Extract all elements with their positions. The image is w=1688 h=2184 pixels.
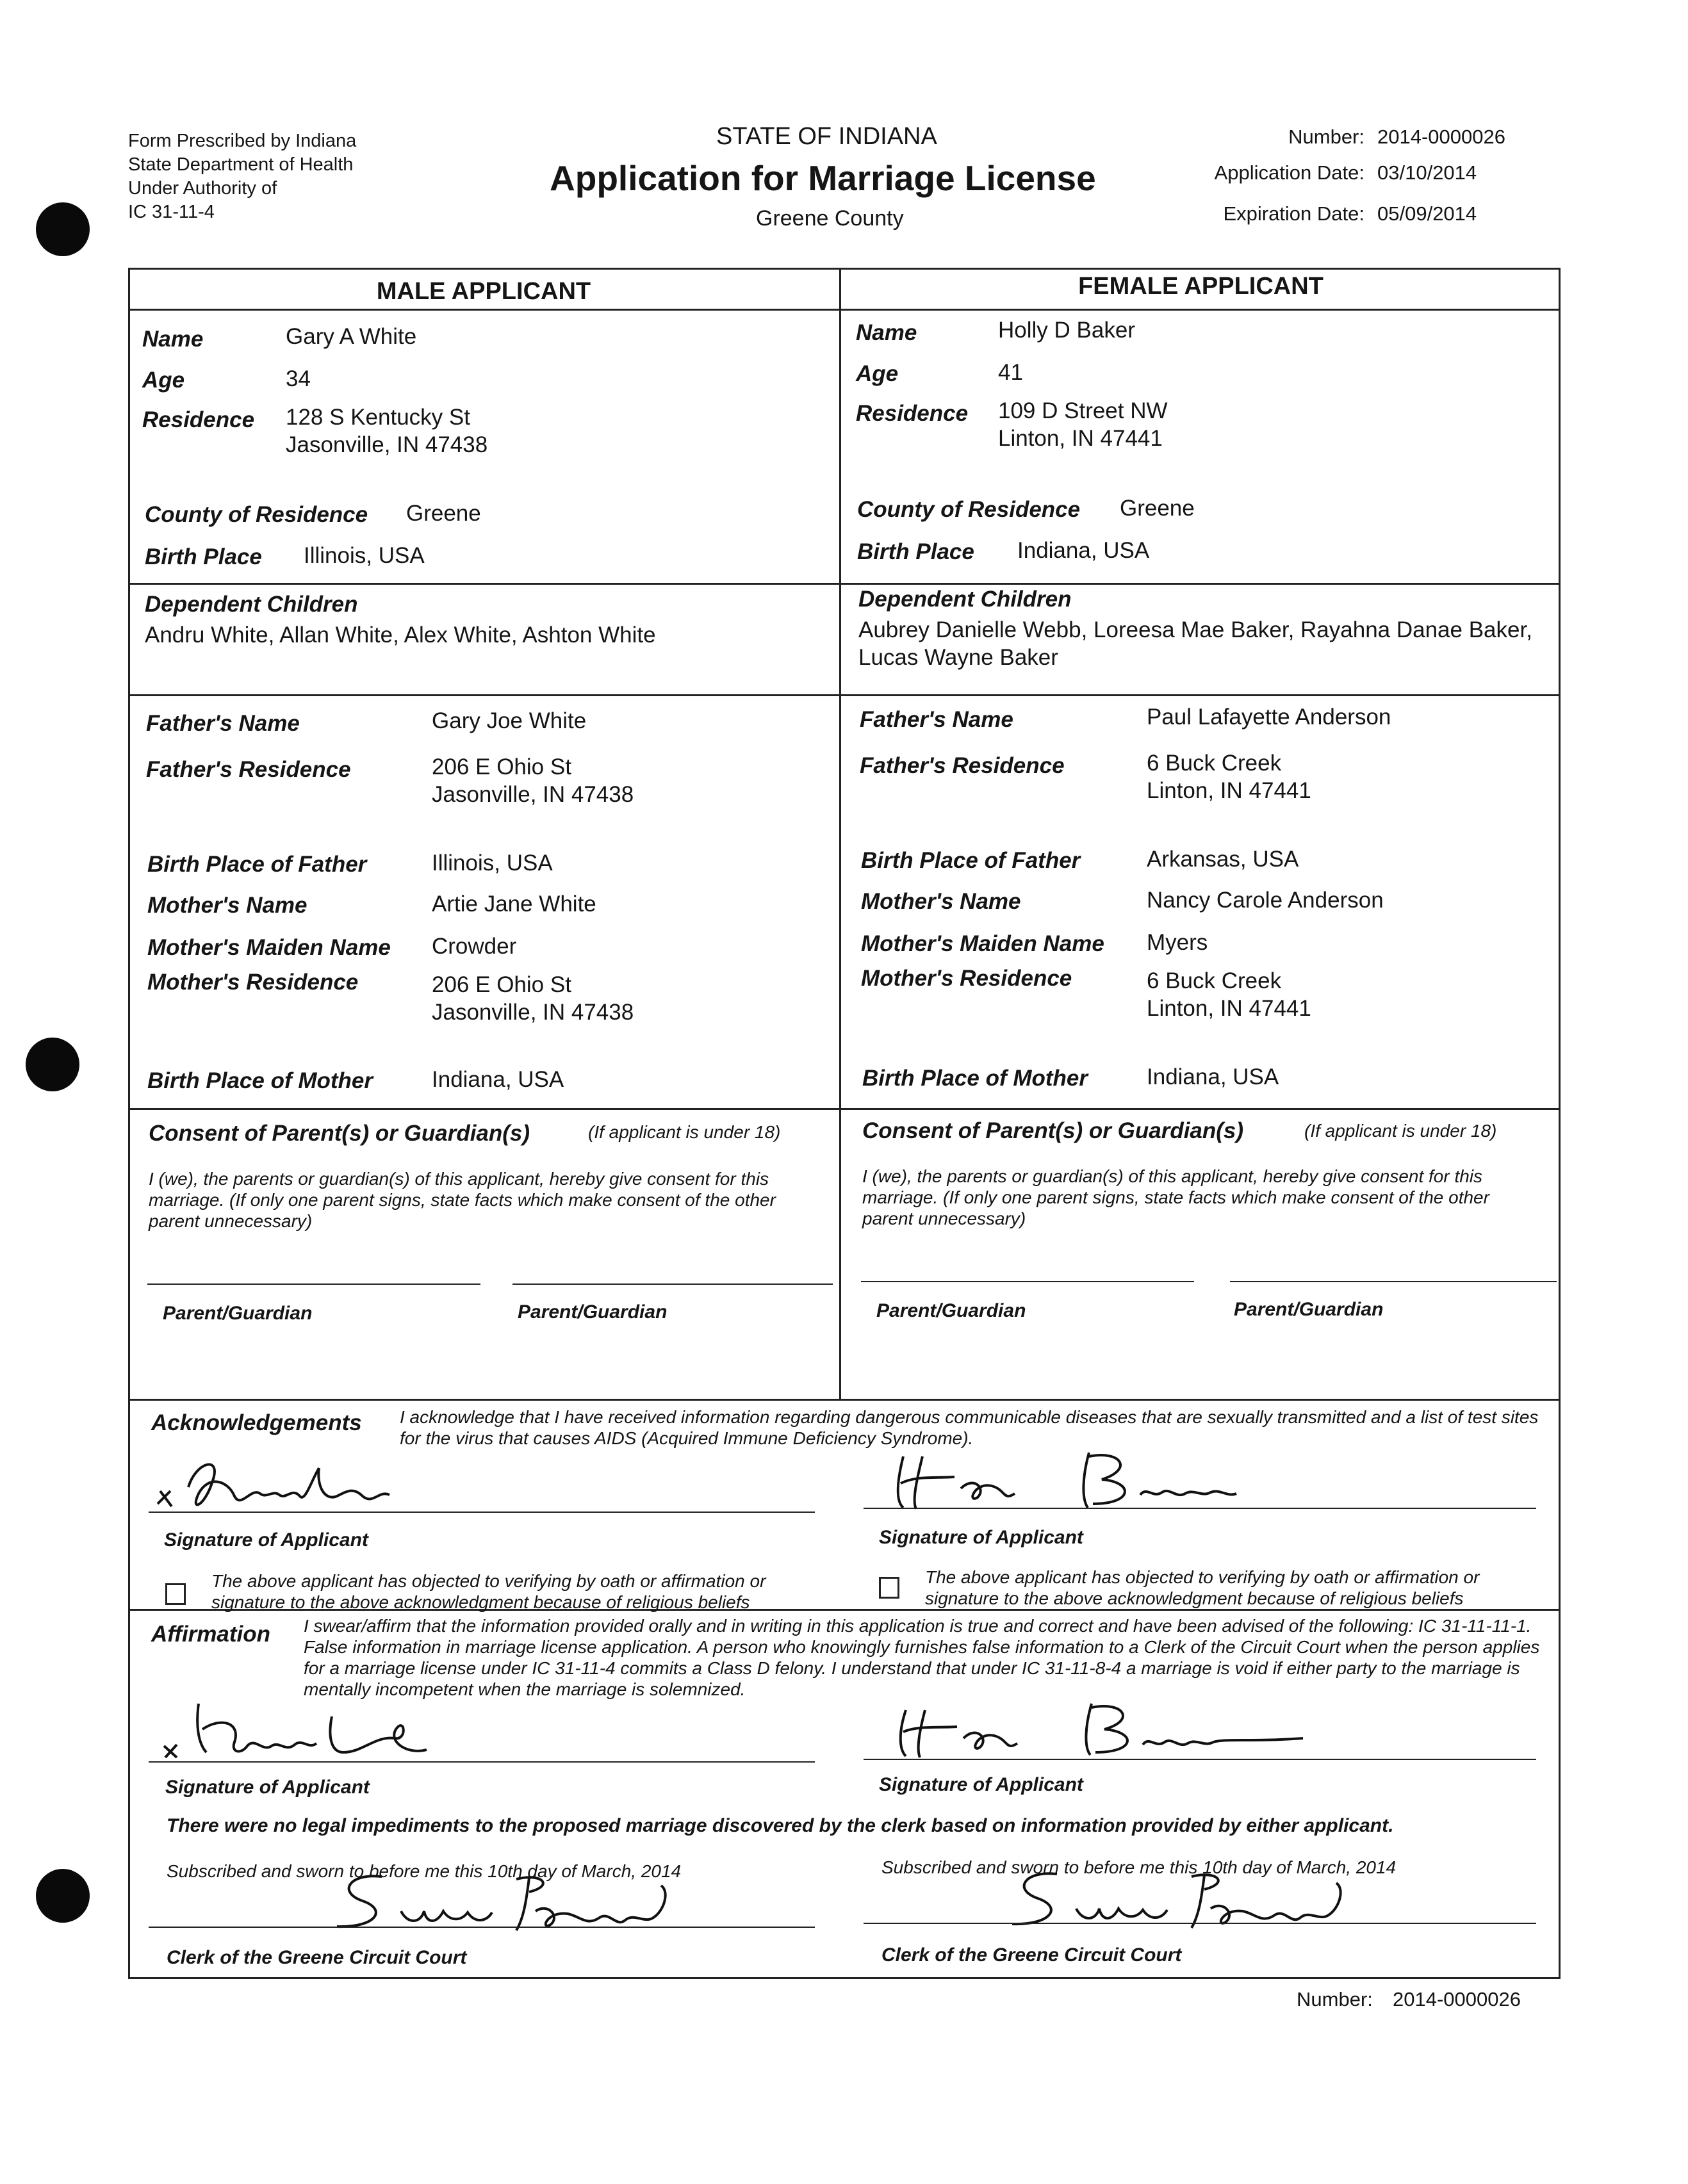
objection-text: The above applicant has objected to verifying by oath or affirmation or signature to the above acknowledgment because of religious beliefs <box>211 1571 766 1612</box>
male-ack-signature <box>151 1442 420 1519</box>
female-residence-label: Residence <box>856 401 969 426</box>
female-birth-place-value: Indiana, USA <box>1017 538 1150 563</box>
female-age-value: 41 <box>998 360 1023 385</box>
section-rule <box>128 583 1561 585</box>
affirmation-text: I swear/affirm that the information provided orally and in writing in this application is true and correct and have been advised of the following: IC 31-11-11-1. False information in marriage license application. A person who knowingly furnishes false information to a Clerk of the Circuit Court when the person applies for a marriage license under IC 31-11-4 commits a Class D felony. I understand that under IC 31-11-8-4 a marriage is void if either party to the marriage is mentally incompetent when the marriage is solemnized. <box>304 1616 1540 1699</box>
address-line: Jasonville, IN 47438 <box>286 432 488 457</box>
male-name-label: Name <box>142 327 204 352</box>
female-children-label: Dependent Children <box>858 587 1072 612</box>
address-line: Jasonville, IN 47438 <box>432 1000 634 1025</box>
sworn-statement-female: Subscribed and sworn to before me this 10th day of March, 2014 <box>881 1857 1397 1877</box>
female-consent-note: (If applicant is under 18) <box>1304 1121 1497 1141</box>
address-line: 206 E Ohio St <box>432 754 571 779</box>
female-birth-place-label: Birth Place <box>857 539 974 564</box>
female-county-value: Greene <box>1120 496 1195 521</box>
section-rule <box>128 1108 1561 1110</box>
number-value: 2014-0000026 <box>1377 126 1505 148</box>
male-father-name-value: Gary Joe White <box>432 708 587 733</box>
form-authority-line: State Department of Health <box>128 154 354 175</box>
state-name: STATE OF INDIANA <box>716 123 937 150</box>
signature-of-applicant-label: Signature of Applicant <box>165 1777 370 1798</box>
punch-hole <box>36 202 90 256</box>
signature-line[interactable] <box>864 1923 1536 1924</box>
male-age-label: Age <box>142 368 185 393</box>
parent-signature-line[interactable] <box>512 1284 833 1285</box>
form-authority-line: Form Prescribed by Indiana <box>128 131 357 151</box>
form-authority-line: Under Authority of <box>128 178 277 199</box>
male-consent-note: (If applicant is under 18) <box>588 1122 781 1142</box>
application-date-label: Application Date: <box>1214 161 1364 184</box>
center-divider <box>839 268 841 1399</box>
signature-of-applicant-label: Signature of Applicant <box>879 1774 1083 1795</box>
male-father-name-label: Father's Name <box>146 711 300 736</box>
male-residence-value <box>286 403 488 459</box>
female-father-name-label: Father's Name <box>860 707 1013 732</box>
male-mother-birth-label: Birth Place of Mother <box>147 1068 373 1093</box>
male-county-value: Greene <box>406 501 481 526</box>
male-mother-residence-value <box>432 971 634 1026</box>
male-county-label: County of Residence <box>145 502 368 527</box>
objection-checkbox[interactable] <box>879 1577 899 1599</box>
clerk-label: Clerk of the Greene Circuit Court <box>881 1944 1182 1966</box>
heading-rule <box>128 309 1561 311</box>
female-applicant-heading: FEMALE APPLICANT <box>1078 273 1323 300</box>
female-mother-maiden-value: Myers <box>1147 930 1208 955</box>
male-father-residence-label: Father's Residence <box>146 757 351 782</box>
male-applicant-heading: MALE APPLICANT <box>376 278 591 305</box>
male-birth-place-label: Birth Place <box>145 544 262 569</box>
signature-of-applicant-label: Signature of Applicant <box>879 1527 1083 1548</box>
male-birth-place-value: Illinois, USA <box>304 543 425 568</box>
female-mother-birth-label: Birth Place of Mother <box>862 1066 1088 1091</box>
address-line: 6 Buck Creek <box>1147 751 1282 776</box>
male-consent-text: I (we), the parents or guardian(s) of this applicant, hereby give consent for this marriage. (If only one parent signs, state facts which make consent of the other parent unnecessary) <box>149 1169 776 1231</box>
parent-signature-line[interactable] <box>1230 1281 1557 1282</box>
female-father-residence-label: Father's Residence <box>860 753 1065 778</box>
parent-guardian-label: Parent/Guardian <box>518 1301 668 1323</box>
female-mother-residence-label: Mother's Residence <box>861 966 1072 991</box>
female-consent-title: Consent of Parent(s) or Guardian(s) <box>862 1118 1244 1143</box>
signature-line[interactable] <box>864 1508 1536 1509</box>
address-line: 206 E Ohio St <box>432 972 571 997</box>
female-affirm-signature <box>880 1691 1341 1761</box>
female-mother-residence-value <box>1147 967 1311 1022</box>
sworn-statement-male: Subscribed and sworn to before me this 10th day of March, 2014 <box>167 1861 682 1881</box>
female-mother-name-label: Mother's Name <box>861 889 1021 914</box>
female-children-value: Aubrey Danielle Webb, Loreesa Mae Baker, Rayahna Danae Baker, Lucas Wayne Baker <box>858 617 1532 670</box>
female-father-residence-value <box>1147 749 1311 804</box>
signature-of-applicant-label: Signature of Applicant <box>164 1529 368 1551</box>
address-line: Linton, IN 47441 <box>1147 996 1311 1021</box>
female-ack-signature <box>878 1437 1262 1514</box>
male-father-birth-value: Illinois, USA <box>432 851 553 876</box>
application-date-value: 03/10/2014 <box>1377 161 1477 184</box>
female-father-birth-label: Birth Place of Father <box>861 848 1081 873</box>
county-name: Greene County <box>756 206 904 231</box>
male-children-label: Dependent Children <box>145 592 358 617</box>
male-mother-residence-label: Mother's Residence <box>147 970 359 995</box>
parent-guardian-label: Parent/Guardian <box>1234 1299 1384 1320</box>
male-children-value: Andru White, Allan White, Alex White, Ashton White <box>145 623 656 648</box>
objection-text: The above applicant has objected to verifying by oath or affirmation or signature to the above acknowledgment because of religious beliefs <box>925 1567 1480 1608</box>
male-father-residence-value <box>432 753 634 808</box>
female-age-label: Age <box>856 361 899 386</box>
parent-signature-line[interactable] <box>861 1281 1194 1282</box>
female-mother-maiden-label: Mother's Maiden Name <box>861 931 1104 956</box>
female-name-label: Name <box>856 320 917 345</box>
male-mother-maiden-label: Mother's Maiden Name <box>147 935 391 960</box>
punch-hole <box>36 1869 90 1923</box>
page-title: Application for Marriage License <box>550 158 1096 198</box>
female-father-birth-value: Arkansas, USA <box>1147 847 1299 872</box>
number-label: Number: <box>1288 126 1364 148</box>
male-father-birth-label: Birth Place of Father <box>147 852 367 877</box>
footer-number-label: Number: <box>1297 1988 1373 2010</box>
female-county-label: County of Residence <box>857 497 1081 522</box>
address-line: 109 D Street NW <box>998 398 1168 423</box>
parent-signature-line[interactable] <box>147 1284 480 1285</box>
female-name-value: Holly D Baker <box>998 318 1135 343</box>
objection-checkbox[interactable] <box>165 1583 186 1605</box>
male-consent-title: Consent of Parent(s) or Guardian(s) <box>149 1121 530 1146</box>
male-mother-birth-value: Indiana, USA <box>432 1067 564 1092</box>
parent-guardian-label: Parent/Guardian <box>876 1300 1026 1321</box>
female-consent-text: I (we), the parents or guardian(s) of this applicant, hereby give consent for this marriage. (If only one parent signs, state facts which make consent of the other parent unnecessary) <box>862 1166 1489 1228</box>
parent-guardian-label: Parent/Guardian <box>163 1303 313 1324</box>
expiration-date-value: 05/09/2014 <box>1377 202 1477 225</box>
section-rule <box>128 1399 1561 1401</box>
male-name-value: Gary A White <box>286 324 417 349</box>
acknowledgements-title: Acknowledgements <box>151 1410 362 1435</box>
male-affirm-signature <box>151 1691 459 1768</box>
footer-number-value: 2014-0000026 <box>1393 1988 1521 2010</box>
male-mother-name-value: Artie Jane White <box>432 892 596 917</box>
male-age-value: 34 <box>286 366 311 391</box>
address-line: Linton, IN 47441 <box>998 426 1163 451</box>
female-father-name-value: Paul Lafayette Anderson <box>1147 705 1391 729</box>
signature-line[interactable] <box>149 1927 815 1928</box>
acknowledgements-text: I acknowledge that I have received information regarding dangerous communicable diseases that are sexually transmitted and a list of test sites for the virus that causes AIDS (Acquired Immune Deficiency Syndrome). <box>400 1407 1539 1448</box>
address-line: Linton, IN 47441 <box>1147 778 1311 803</box>
form-authority <box>128 129 356 224</box>
clerk-label: Clerk of the Greene Circuit Court <box>167 1947 467 1968</box>
address-line: Jasonville, IN 47438 <box>432 782 634 807</box>
address-line: 128 S Kentucky St <box>286 405 470 430</box>
address-line: 6 Buck Creek <box>1147 968 1282 993</box>
female-residence-value <box>998 397 1168 452</box>
signature-line[interactable] <box>149 1761 815 1763</box>
signature-line[interactable] <box>864 1759 1536 1760</box>
male-mother-maiden-value: Crowder <box>432 934 517 959</box>
female-mother-birth-value: Indiana, USA <box>1147 1064 1279 1089</box>
section-rule <box>128 694 1561 696</box>
female-mother-name-value: Nancy Carole Anderson <box>1147 888 1384 913</box>
expiration-date-label: Expiration Date: <box>1223 202 1364 225</box>
punch-hole <box>26 1038 79 1091</box>
signature-line[interactable] <box>149 1512 815 1513</box>
affirmation-title: Affirmation <box>151 1622 271 1647</box>
male-residence-label: Residence <box>142 407 255 432</box>
impediments-statement: There were no legal impediments to the proposed marriage discovered by the clerk based on information provided by either applicant. <box>167 1815 1394 1836</box>
form-authority-line: IC 31-11-4 <box>128 202 215 222</box>
male-mother-name-label: Mother's Name <box>147 893 307 918</box>
